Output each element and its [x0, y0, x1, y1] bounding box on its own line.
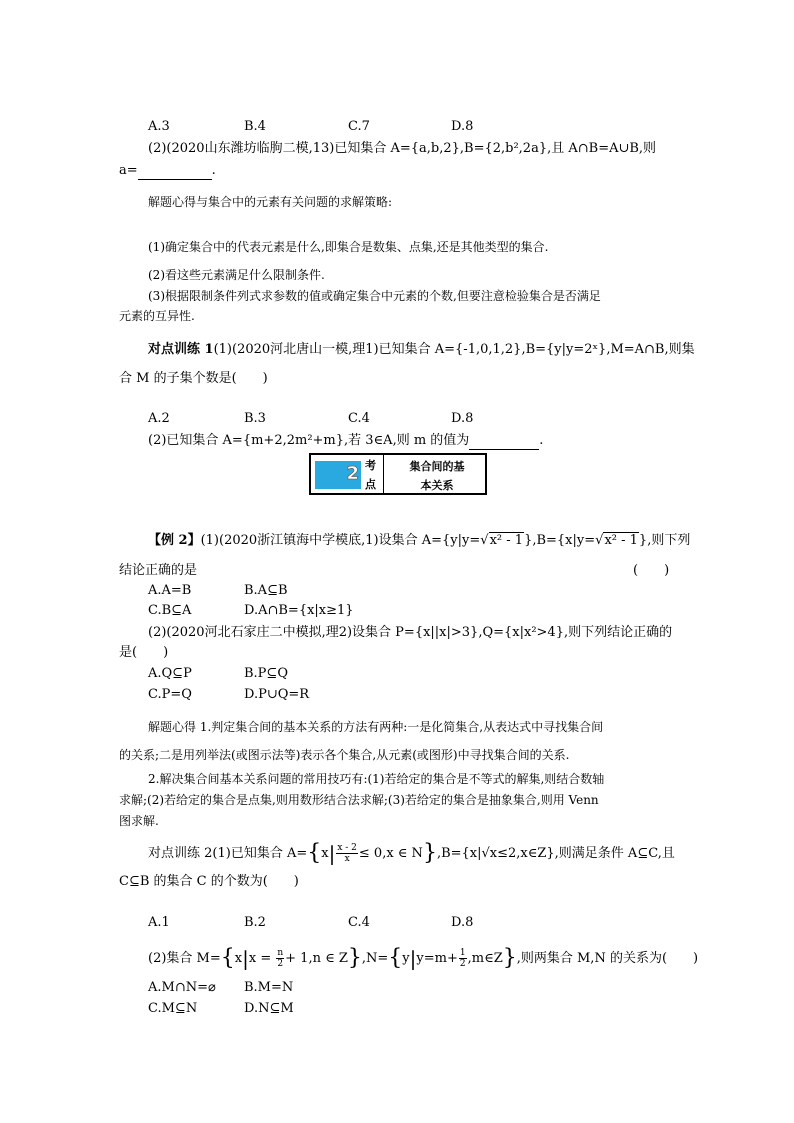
- example-question: 结论正确的是: [119, 563, 198, 578]
- tips-paragraph: (3)根据限制条件列式求参数的值或确定集合中元素的个数,但要注意检验集合是否满足: [148, 289, 601, 303]
- training-text: 对点训练 2(1)已知集合 A=: [148, 846, 308, 861]
- fraction: $\frac{x - 2}{x}$: [337, 843, 357, 864]
- example-question: (2)(2020河北石家庄二中模拟,理2)设集合 P={x||x|>3},Q={x|x²>4},则下列结论正确的: [148, 625, 673, 640]
- option-c: C.P=Q: [148, 687, 192, 702]
- tips-paragraph: 的关系;二是用列举法(或图示法等)表示各个集合,从元素(或图形)中寻找集合间的关系.: [119, 748, 570, 762]
- topic-title: 集合间的基: [409, 460, 465, 473]
- topic-tag: 点: [365, 478, 376, 491]
- option-c: C.4: [348, 915, 370, 930]
- answer-line: a= .: [119, 163, 216, 178]
- option-d: D.P∪Q=R: [244, 687, 310, 702]
- example-text: (1)(2020浙江镇海中学模底,1)设集合 A={y|y=: [200, 533, 481, 548]
- answer-parentheses: ( ): [633, 563, 670, 578]
- training-question: 对点训练 2(1)已知集合 A={x| $\frac{x - 2}{x}$ ≤ 0,x ∈ N},B={x|√x≤2,x∈Z},则满足条件 A⊆C,且: [148, 840, 675, 866]
- option-a: A.Q⊆P: [148, 666, 192, 681]
- option-d: D.8: [451, 915, 474, 930]
- training-question: 合 M 的子集个数是( ): [119, 371, 268, 386]
- tips-paragraph: (1)确定集合中的代表元素是什么,即集合是数集、点集,还是其他类型的集合.: [148, 240, 549, 254]
- option-b: B.3: [244, 411, 266, 426]
- option-d: D.8: [451, 411, 474, 426]
- topic-header: [309, 453, 487, 495]
- option-b: B.P⊆Q: [244, 666, 288, 681]
- tips-paragraph: (2)看这些元素满足什么限制条件.: [148, 268, 325, 282]
- tips-paragraph: 求解;(2)若给定的集合是点集,则用数形结合法求解;(3)若给定的集合是抽象集合,则用 Venn: [119, 793, 599, 807]
- sqrt-expression: x² - 1: [604, 533, 638, 548]
- option-d: D.8: [451, 119, 474, 134]
- fraction: $\frac{n}{2}$: [277, 948, 284, 969]
- answer-blank: [138, 165, 212, 180]
- option-a: A.A=B: [148, 583, 192, 598]
- training-question: [148, 341, 695, 359]
- option-d: D.N⊆M: [244, 1001, 294, 1016]
- tips-paragraph: 解题心得 1.判定集合间的基本关系的方法有两种:一是化简集合,从表达式中寻找集合间: [148, 720, 604, 734]
- training-text: (2)集合 M=: [148, 951, 221, 966]
- divider: [383, 455, 384, 493]
- question-text: (2)(2020山东潍坊临朐二模,13)已知集合 A={a,b,2},B={2,b²,2a},且 A∩B=A∪B,则: [148, 141, 657, 156]
- example-question: 是( ): [119, 645, 169, 660]
- training-text: ,则两集合 M,N 的关系为( ): [516, 951, 699, 966]
- tips-paragraph: 元素的互异性.: [119, 309, 195, 323]
- fraction: $\frac{1}{2}$: [459, 948, 466, 969]
- option-c: C.4: [348, 411, 370, 426]
- training-question: C⊆B 的集合 C 的个数为( ): [119, 874, 299, 889]
- example-question: 【例 2】(1)(2020浙江镇海中学模底,1)设集合 A={y|y=√x² - 1},B={x|y=√x² - 1},则下列: [148, 533, 691, 548]
- sqrt-expression: x² - 1: [489, 533, 524, 548]
- tips-heading: 解题心得与集合中的元素有关问题的求解策略:: [148, 195, 393, 209]
- topic-tag: 考: [365, 459, 376, 472]
- topic-number: 2: [346, 463, 359, 484]
- option-a: A.M∩N=⌀: [148, 980, 216, 995]
- option-b: B.M=N: [244, 980, 294, 995]
- tips-paragraph: 图求解.: [119, 814, 159, 828]
- option-d: D.A∩B={x|x≥1}: [244, 603, 354, 618]
- example-text: },则下列: [638, 533, 691, 548]
- example-label: 【例 2】: [148, 533, 201, 548]
- training-text: (2)已知集合 A={m+2,2m²+m},若 3∈A,则 m 的值为: [148, 433, 470, 448]
- training-question: (2)已知集合 A={m+2,2m²+m},若 3∈A,则 m 的值为 .: [148, 433, 544, 448]
- tips-paragraph: 2.解决集合间基本关系问题的常用技巧有:(1)若给定的集合是不等式的解集,则结合数轴: [148, 772, 605, 786]
- training-text: ,N=: [361, 951, 389, 966]
- answer-prefix: a=: [119, 163, 138, 178]
- option-a: A.2: [148, 411, 170, 426]
- topic-number-badge: [315, 461, 361, 489]
- topic-title: 本关系: [420, 479, 454, 492]
- training-question: (2)集合 M={x|x = $\frac{n}{2}$ + 1,n ∈ Z},N={y|y=m+ $\frac{1}{2}$ ,m∈Z},则两集合 M,N 的关系为( ): [148, 945, 699, 971]
- example-text: },B={x|y=: [524, 533, 596, 548]
- answer-blank: [469, 435, 539, 450]
- option-c: C.B⊆A: [148, 603, 192, 618]
- option-c: C.M⊆N: [148, 1001, 198, 1016]
- option-b: B.A⊆B: [244, 583, 288, 598]
- training-label: 对点训练 1: [148, 342, 214, 357]
- option-b: B.4: [244, 119, 266, 134]
- training-text: ,B={x|√x≤2,x∈Z},则满足条件 A⊆C,且: [436, 846, 675, 861]
- set-condition: ≤ 0,x ∈ N: [358, 846, 423, 861]
- option-a: A.1: [148, 915, 170, 930]
- option-b: B.2: [244, 915, 266, 930]
- option-c: C.7: [348, 119, 370, 134]
- training-text: (1)(2020河北唐山一模,理1)已知集合 A={-1,0,1,2},B={y|y=2ˣ},M=A∩B,则集: [213, 342, 695, 357]
- option-a: A.3: [148, 119, 170, 134]
